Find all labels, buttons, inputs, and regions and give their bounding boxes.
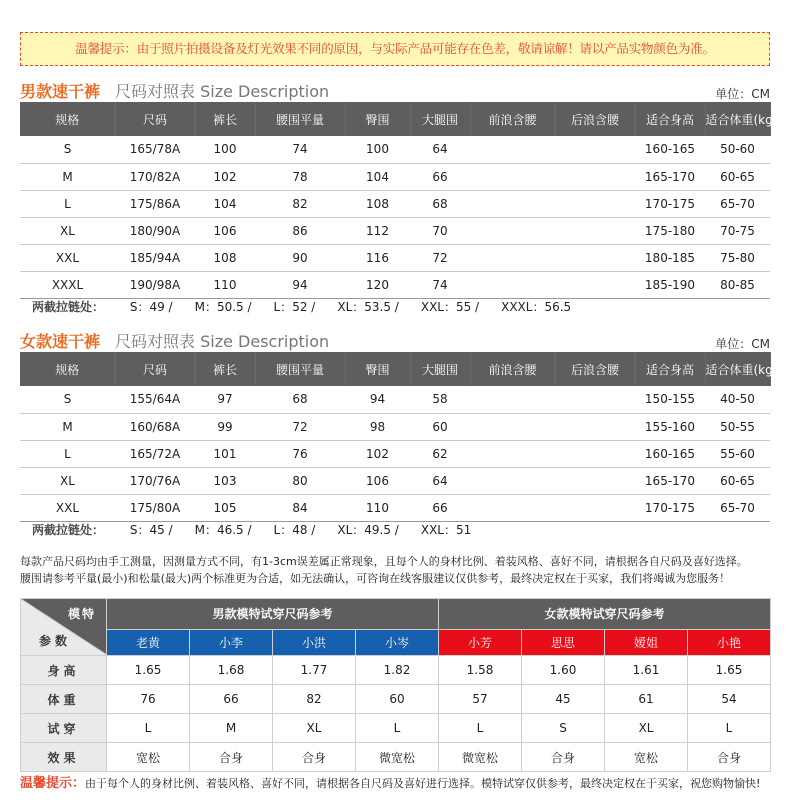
footer-tip-text: 由于每个人的身材比例、着装风格、喜好不同，请根据各自尺码及喜好进行选择。模特试穿仅供参考，最终决定权在于买家，祝您购物愉快! [85, 777, 761, 790]
table-cell: M [20, 413, 115, 440]
men-col-header: 适合体重(kg) [705, 102, 770, 136]
table-row [20, 163, 770, 190]
table-cell: 40-50 [705, 386, 770, 413]
men-section-title: 男款速干裤 [20, 82, 101, 101]
note-line: 腰围请参考平量(最小)和松量(最大)两个标准更为合适，如无法确认，可咨询在线客服建议仅供参考，最终决定权在于买家，我们将竭诚为您服务！ [20, 572, 731, 585]
table-cell: 170-175 [635, 190, 705, 217]
men-col-header: 尺码 [115, 102, 195, 136]
women-col-header: 大腿围 [410, 352, 470, 386]
table-cell: XL [20, 467, 115, 494]
model-param-value: 宽松 [107, 743, 190, 772]
table-cell: 68 [410, 190, 470, 217]
table-cell: 104 [345, 163, 410, 190]
table-cell: 66 [410, 494, 470, 521]
table-cell: 155/64A [115, 386, 195, 413]
table-cell [555, 271, 635, 298]
table-cell: 98 [345, 413, 410, 440]
women-col-header: 适合身高 [635, 352, 705, 386]
zip-length-item: XL：53.5 / [337, 300, 399, 314]
table-cell: 78 [255, 163, 345, 190]
table-cell [555, 413, 635, 440]
table-cell: 72 [410, 244, 470, 271]
women-col-header: 后浪含腰 [555, 352, 635, 386]
female-model-name: 小艳 [688, 629, 771, 655]
model-param-value: 1.65 [688, 656, 771, 685]
table-cell [555, 217, 635, 244]
table-cell: 58 [410, 386, 470, 413]
table-cell: 80-85 [705, 271, 770, 298]
table-row [20, 413, 770, 440]
table-cell: 101 [195, 440, 255, 467]
table-cell: 105 [195, 494, 255, 521]
table-cell: 112 [345, 217, 410, 244]
model-param-label: 试穿 [21, 714, 107, 743]
footer-tip [20, 772, 760, 791]
corner-model-label: 模特 [67, 607, 96, 621]
women-col-header: 臀围 [345, 352, 410, 386]
table-cell: 60-65 [705, 467, 770, 494]
men-col-header: 腰围平量 [255, 102, 345, 136]
men-col-header: 大腿围 [410, 102, 470, 136]
model-param-value: L [107, 714, 190, 743]
male-model-name: 小李 [190, 629, 273, 655]
women-unit-label: 单位：CM [715, 337, 770, 351]
women-zip-line [32, 521, 493, 538]
men-header-row [20, 102, 770, 136]
model-param-value: 61 [605, 685, 688, 714]
table-cell: 155-160 [635, 413, 705, 440]
table-cell [470, 190, 555, 217]
women-col-header: 腰围平量 [255, 352, 345, 386]
model-param-value: 1.68 [190, 656, 273, 685]
table-cell [555, 244, 635, 271]
table-cell: S [20, 136, 115, 163]
model-param-value: 宽松 [605, 743, 688, 772]
table-cell: 68 [255, 386, 345, 413]
table-row [20, 494, 770, 521]
table-cell: 60-65 [705, 163, 770, 190]
table-cell [470, 467, 555, 494]
table-cell: 82 [255, 190, 345, 217]
women-col-header: 尺码 [115, 352, 195, 386]
table-cell: 65-70 [705, 190, 770, 217]
men-col-header: 前浪含腰 [470, 102, 555, 136]
table-row [20, 217, 770, 244]
women-col-header: 规格 [20, 352, 115, 386]
model-param-value: 合身 [688, 743, 771, 772]
table-cell: 110 [195, 271, 255, 298]
table-cell: XXL [20, 494, 115, 521]
table-cell [555, 190, 635, 217]
table-cell: 170-175 [635, 494, 705, 521]
table-cell: 104 [195, 190, 255, 217]
model-param-label: 身高 [21, 656, 107, 685]
table-cell: L [20, 440, 115, 467]
model-param-value: 1.77 [273, 656, 356, 685]
men-col-header: 裤长 [195, 102, 255, 136]
table-cell: 64 [410, 467, 470, 494]
table-cell [555, 136, 635, 163]
men-unit-label: 单位：CM [715, 87, 770, 101]
women-col-header: 适合体重(kg) [705, 352, 770, 386]
zip-length-item: XXL：51 [420, 523, 472, 537]
men-col-header: 后浪含腰 [555, 102, 635, 136]
table-cell: XXXL [20, 271, 115, 298]
zip-length-item: XL：49.5 / [337, 523, 399, 537]
table-cell: 94 [255, 271, 345, 298]
table-cell: 74 [410, 271, 470, 298]
table-row [20, 190, 770, 217]
table-cell: 165-170 [635, 467, 705, 494]
table-cell: 108 [345, 190, 410, 217]
women-zip-label: 两截拉链处： [32, 523, 105, 537]
color-notice-banner: 温馨提示：由于照片拍摄设备及灯光效果不同的原因，与实际产品可能存在色差，敬请谅解！请以产品实物颜色为准。 [20, 32, 770, 66]
men-size-table [20, 102, 778, 299]
model-data-row [21, 743, 771, 772]
zip-length-item: M：50.5 / [194, 300, 252, 314]
table-cell: 70 [410, 217, 470, 244]
table-cell: 72 [255, 413, 345, 440]
male-model-name: 老黄 [107, 629, 190, 655]
table-cell: 165-170 [635, 163, 705, 190]
model-param-value: 合身 [273, 743, 356, 772]
table-cell: 102 [345, 440, 410, 467]
men-zip-line [32, 298, 593, 315]
table-cell: S [20, 386, 115, 413]
women-header-row [20, 352, 770, 386]
table-cell: 70-75 [705, 217, 770, 244]
model-param-corner [21, 599, 107, 656]
women-col-header: 裤长 [195, 352, 255, 386]
table-cell [470, 271, 555, 298]
table-cell [470, 494, 555, 521]
table-cell: 185-190 [635, 271, 705, 298]
table-cell: 190/98A [115, 271, 195, 298]
table-cell: 99 [195, 413, 255, 440]
table-cell: 150-155 [635, 386, 705, 413]
model-param-label: 体重 [21, 685, 107, 714]
table-cell: 175-180 [635, 217, 705, 244]
table-cell: 50-55 [705, 413, 770, 440]
men-col-header: 适合身高 [635, 102, 705, 136]
table-cell: 108 [195, 244, 255, 271]
model-param-value: 60 [356, 685, 439, 714]
table-cell: 64 [410, 136, 470, 163]
model-param-value: S [522, 714, 605, 743]
table-cell [555, 163, 635, 190]
zip-length-item: S：49 / [129, 300, 173, 314]
model-param-value: 54 [688, 685, 771, 714]
table-cell [470, 386, 555, 413]
model-param-value: 1.65 [107, 656, 190, 685]
table-cell: 80 [255, 467, 345, 494]
table-cell [470, 413, 555, 440]
model-param-value: 合身 [190, 743, 273, 772]
table-row [20, 386, 770, 413]
footer-tip-label: 温馨提示： [20, 776, 86, 791]
men-model-header: 男款模特试穿尺码参考 [107, 599, 439, 630]
table-cell: 165/78A [115, 136, 195, 163]
model-param-value: L [439, 714, 522, 743]
table-cell: L [20, 190, 115, 217]
zip-length-item: L：48 / [273, 523, 316, 537]
model-param-value: XL [605, 714, 688, 743]
zip-length-item: M：46.5 / [194, 523, 252, 537]
table-cell: 116 [345, 244, 410, 271]
table-cell: 76 [255, 440, 345, 467]
male-model-name: 小洪 [273, 629, 356, 655]
table-cell: 160-165 [635, 136, 705, 163]
women-size-table [20, 352, 778, 522]
zip-length-item: S：45 / [129, 523, 173, 537]
table-cell: 106 [195, 217, 255, 244]
table-cell: 84 [255, 494, 345, 521]
table-cell: 86 [255, 217, 345, 244]
model-param-value: 66 [190, 685, 273, 714]
table-cell [470, 136, 555, 163]
women-model-header: 女款模特试穿尺码参考 [439, 599, 771, 630]
men-section-header [20, 80, 770, 104]
table-cell [470, 217, 555, 244]
model-data-row [21, 714, 771, 743]
table-cell [555, 467, 635, 494]
table-cell: XXL [20, 244, 115, 271]
table-cell: 106 [345, 467, 410, 494]
table-row [20, 271, 770, 298]
table-cell: 175/86A [115, 190, 195, 217]
table-cell: XL [20, 217, 115, 244]
women-section-subtitle: 尺码对照表 Size Description [115, 332, 330, 351]
model-param-value: 57 [439, 685, 522, 714]
table-cell: 102 [195, 163, 255, 190]
model-param-value: 45 [522, 685, 605, 714]
zip-length-item: XXL：55 / [420, 300, 480, 314]
table-cell: 120 [345, 271, 410, 298]
women-col-header: 前浪含腰 [470, 352, 555, 386]
model-param-value: 82 [273, 685, 356, 714]
men-col-header: 臀围 [345, 102, 410, 136]
table-cell: 165/72A [115, 440, 195, 467]
model-param-value: 1.58 [439, 656, 522, 685]
zip-length-item: XXXL：56.5 [501, 300, 572, 314]
corner-param-label: 参数 [39, 634, 72, 648]
women-section-header [20, 330, 770, 354]
model-param-value: L [356, 714, 439, 743]
model-data-row [21, 656, 771, 685]
table-cell: M [20, 163, 115, 190]
table-cell: 62 [410, 440, 470, 467]
model-fit-table [20, 598, 771, 772]
model-param-value: 1.82 [356, 656, 439, 685]
table-row [20, 136, 770, 163]
men-zip-label: 两截拉链处： [32, 300, 105, 314]
table-cell: 170/82A [115, 163, 195, 190]
table-row [20, 244, 770, 271]
female-model-name: 小芳 [439, 629, 522, 655]
table-cell: 180/90A [115, 217, 195, 244]
table-cell [470, 163, 555, 190]
table-cell [555, 386, 635, 413]
model-param-value: XL [273, 714, 356, 743]
table-cell: 160-165 [635, 440, 705, 467]
model-param-value: 合身 [522, 743, 605, 772]
table-cell: 175/80A [115, 494, 195, 521]
table-cell: 185/94A [115, 244, 195, 271]
table-row [20, 467, 770, 494]
table-cell: 100 [195, 136, 255, 163]
table-cell: 103 [195, 467, 255, 494]
model-param-value: 76 [107, 685, 190, 714]
female-model-name: 思思 [522, 629, 605, 655]
table-cell: 74 [255, 136, 345, 163]
table-cell: 75-80 [705, 244, 770, 271]
table-cell: 55-60 [705, 440, 770, 467]
table-cell: 110 [345, 494, 410, 521]
men-col-header: 规格 [20, 102, 115, 136]
table-cell [470, 244, 555, 271]
table-cell [555, 440, 635, 467]
male-model-name: 小岑 [356, 629, 439, 655]
measurement-notes [20, 553, 780, 587]
model-param-label: 效果 [21, 743, 107, 772]
table-cell: 100 [345, 136, 410, 163]
table-cell: 170/76A [115, 467, 195, 494]
women-section-title: 女款速干裤 [20, 332, 101, 351]
table-cell [555, 494, 635, 521]
table-cell: 60 [410, 413, 470, 440]
model-param-value: 1.61 [605, 656, 688, 685]
men-section-subtitle: 尺码对照表 Size Description [115, 82, 330, 101]
model-param-value: 微宽松 [356, 743, 439, 772]
model-param-value: 1.60 [522, 656, 605, 685]
table-cell: 160/68A [115, 413, 195, 440]
female-model-name: 嫒姐 [605, 629, 688, 655]
model-param-value: 微宽松 [439, 743, 522, 772]
table-row [20, 440, 770, 467]
table-cell: 65-70 [705, 494, 770, 521]
table-cell: 90 [255, 244, 345, 271]
model-param-value: L [688, 714, 771, 743]
note-line: 每款产品尺码均由手工测量，因测量方式不同，有1-3cm误差属正常现象，且每个人的身材比例、着装风格、喜好不同，请根据各自尺码及喜好选择。 [20, 555, 748, 568]
table-cell: 66 [410, 163, 470, 190]
model-data-row [21, 685, 771, 714]
table-cell: 94 [345, 386, 410, 413]
model-param-value: M [190, 714, 273, 743]
zip-length-item: L：52 / [273, 300, 316, 314]
table-cell: 180-185 [635, 244, 705, 271]
table-cell [470, 440, 555, 467]
table-cell: 97 [195, 386, 255, 413]
table-cell: 50-60 [705, 136, 770, 163]
